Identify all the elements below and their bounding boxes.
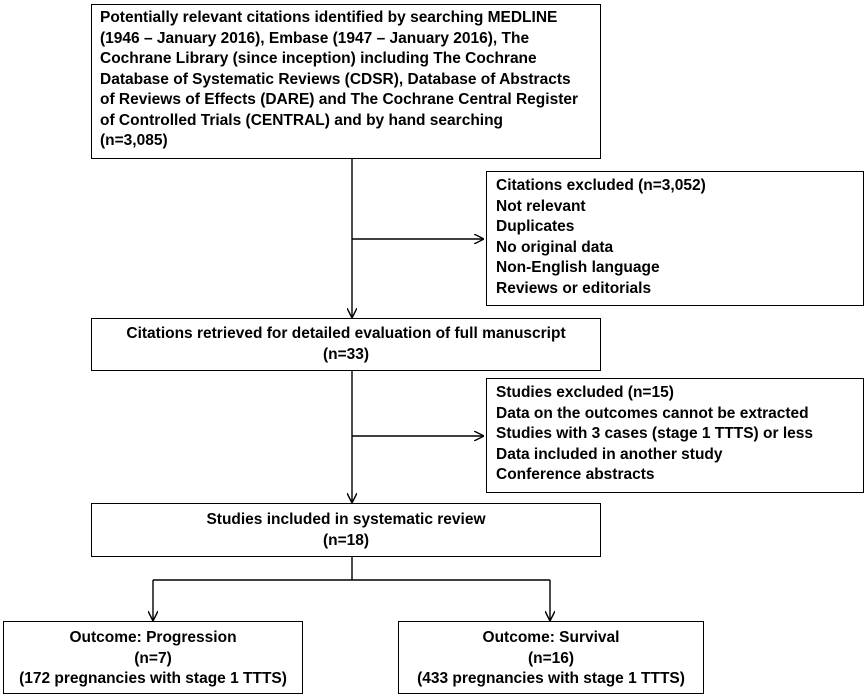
excluded-reason: Data included in another study [496,445,723,463]
outcome-progression-box [3,621,303,694]
survival-count: (n=16) [527,649,575,667]
excluded-reason: Non-English language [496,259,660,276]
identified-line: of Reviews of Effects (DARE) and The Cochrane Central Register [100,91,579,108]
included-title: Studies included in systematic review [206,511,486,528]
excluded-reason: Conference abstracts [496,466,655,483]
excluded-reason: Not relevant [496,197,586,215]
progression-title: Outcome: Progression [69,629,237,646]
excluded-reason: No original data [496,238,614,256]
progression-pregnancies: (172 pregnancies with stage 1 TTTS) [19,670,287,687]
retrieved-count: (n=33) [322,345,370,363]
excluded-citations-box [486,171,864,306]
identified-line: of Controlled Trials (CENTRAL) and by hand searching [100,111,504,129]
retrieved-citations-box [91,318,601,371]
excluded-reason: Duplicates [496,218,575,235]
excluded-studies-box [486,378,864,493]
excluded-reason: Reviews or editorials [496,279,652,297]
identified-line: Database of Systematic Reviews (CDSR), Database of Abstracts [100,70,571,88]
included-count: (n=18) [322,531,370,549]
included-studies-box [91,503,601,557]
excluded-citations-title: Citations excluded (n=3,052) [496,177,706,194]
identified-count: (n=3,085) [100,132,168,149]
retrieved-title: Citations retrieved for detailed evaluation of full manuscript [126,325,566,342]
progression-count: (n=7) [134,649,172,667]
excluded-reason: Studies with 3 cases (stage 1 TTTS) or less [496,425,813,442]
outcome-survival-box [398,621,704,694]
excluded-studies-title: Studies excluded (n=15) [496,384,674,401]
identified-line: Potentially relevant citations identified by searching MEDLINE [100,9,558,26]
survival-title: Outcome: Survival [482,629,620,646]
identified-citations-box [91,4,601,159]
excluded-reason: Data on the outcomes cannot be extracted [496,404,809,422]
identified-line: (1946 – January 2016), Embase (1947 – January 2016), The [100,29,530,47]
survival-pregnancies: (433 pregnancies with stage 1 TTTS) [417,670,685,687]
identified-line: Cochrane Library (since inception) including The Cochrane [100,50,537,67]
